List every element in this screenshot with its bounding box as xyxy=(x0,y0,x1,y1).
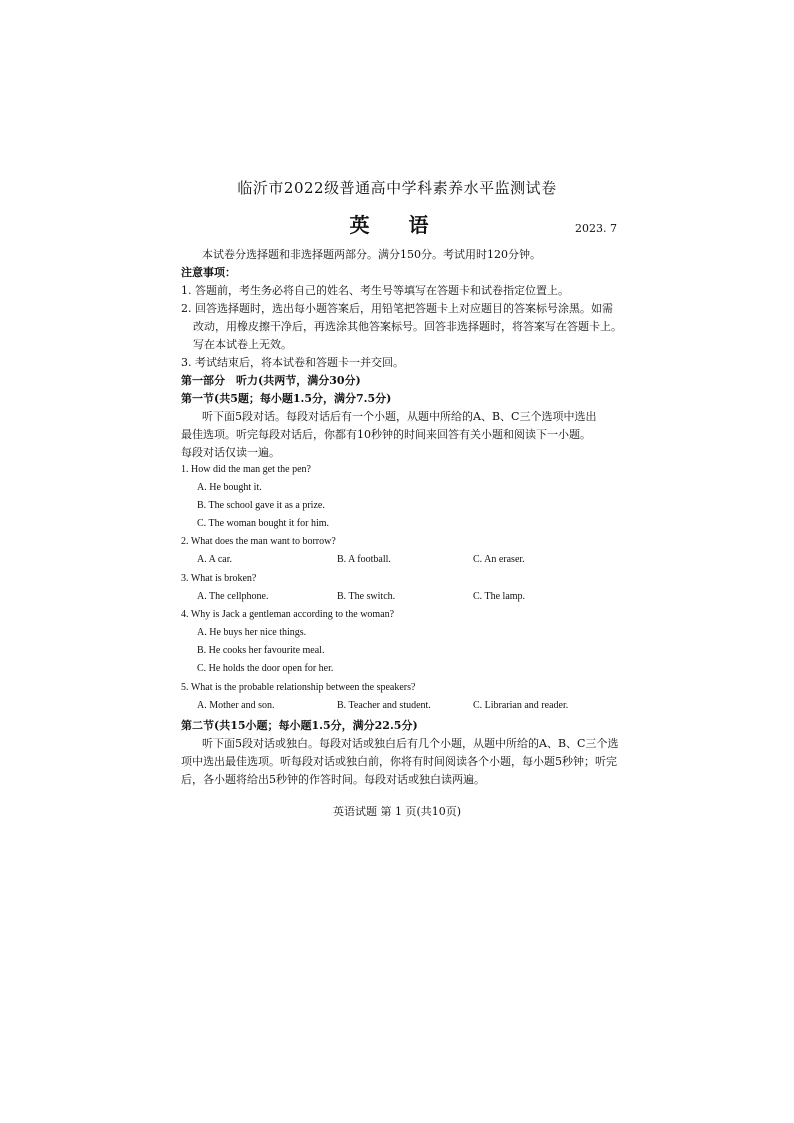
question-option: A. He bought it. xyxy=(197,482,262,493)
question-stem: 1. How did the man get the pen? xyxy=(181,464,311,475)
question-option: B. The switch. xyxy=(337,591,396,602)
question-option: C. Librarian and reader. xyxy=(473,700,569,711)
section2-instruction: 听下面5段对话或独白。每段对话或独白后有几个小题，从题中所给的A、B、C三个选 xyxy=(202,737,619,750)
question-option: A. The cellphone. xyxy=(197,591,269,602)
notice-item: 改动，用橡皮擦干净后，再选涂其他答案标号。回答非选择题时，将答案写在答题卡上。 xyxy=(193,320,622,333)
question-stem: 4. Why is Jack a gentleman according to the woman? xyxy=(181,609,395,620)
intro-text: 本试卷分选择题和非选择题两部分。满分150分。考试用时120分钟。 xyxy=(202,248,541,261)
page-footer: 英语试题 第 1 页(共10页) xyxy=(332,805,462,818)
section1-instruction: 每段对话仅读一遍。 xyxy=(181,446,280,459)
section2-heading: 第二节(共15小题；每小题1.5分，满分22.5分) xyxy=(181,719,418,732)
question-option: C. The woman bought it for him. xyxy=(197,518,330,529)
exam-title: 临沂市2022级普通高中学科素养水平监测试卷 xyxy=(237,179,557,197)
section1-instruction: 听下面5段对话。每段对话后有一个小题，从题中所给的A、B、C三个选项中选出 xyxy=(202,410,597,423)
question-option: B. Teacher and student. xyxy=(337,700,431,711)
section2-instruction: 后，各小题将给出5秒钟的作答时间。每段对话或独白读两遍。 xyxy=(181,773,485,786)
question-option: C. The lamp. xyxy=(473,591,526,602)
question-option: A. He buys her nice things. xyxy=(197,627,307,638)
section1-instruction: 最佳选项。听完每段对话后，你都有10秒钟的时间来回答有关小题和阅读下一小题。 xyxy=(181,428,591,441)
question-option: C. An eraser. xyxy=(473,554,525,565)
question-stem: 5. What is the probable relationship between the speakers? xyxy=(181,682,416,693)
subject-title: 英 语 xyxy=(349,213,445,237)
notice-item: 写在本试卷上无效。 xyxy=(193,338,292,351)
notice-heading: 注意事项： xyxy=(181,266,236,279)
question-option: A. A car. xyxy=(197,554,232,565)
question-stem: 3. What is broken? xyxy=(181,573,257,584)
notice-item: 1. 答题前，考生务必将自己的姓名、考生号等填写在答题卡和试卷指定位置上。 xyxy=(181,284,569,297)
question-option: B. He cooks her favourite meal. xyxy=(197,645,325,656)
question-option: A. Mother and son. xyxy=(197,700,275,711)
part1-heading: 第一部分 听力(共两节，满分30分) xyxy=(181,374,361,387)
notice-item: 2. 回答选择题时，选出每小题答案后，用铅笔把答题卡上对应题目的答案标号涂黑。如需 xyxy=(181,302,613,315)
question-option: C. He holds the door open for her. xyxy=(197,663,334,674)
section1-heading: 第一节(共5题；每小题1.5分，满分7.5分) xyxy=(181,392,392,405)
question-stem: 2. What does the man want to borrow? xyxy=(181,536,336,547)
notice-item: 3. 考试结束后，将本试卷和答题卡一并交回。 xyxy=(181,356,404,369)
exam-date: 2023. 7 xyxy=(575,222,617,235)
question-option: B. The school gave it as a prize. xyxy=(197,500,325,511)
question-option: B. A football. xyxy=(337,554,391,565)
section2-instruction: 项中选出最佳选项。听每段对话或独白前，你将有时间阅读各个小题，每小题5秒钟；听完 xyxy=(181,755,617,768)
